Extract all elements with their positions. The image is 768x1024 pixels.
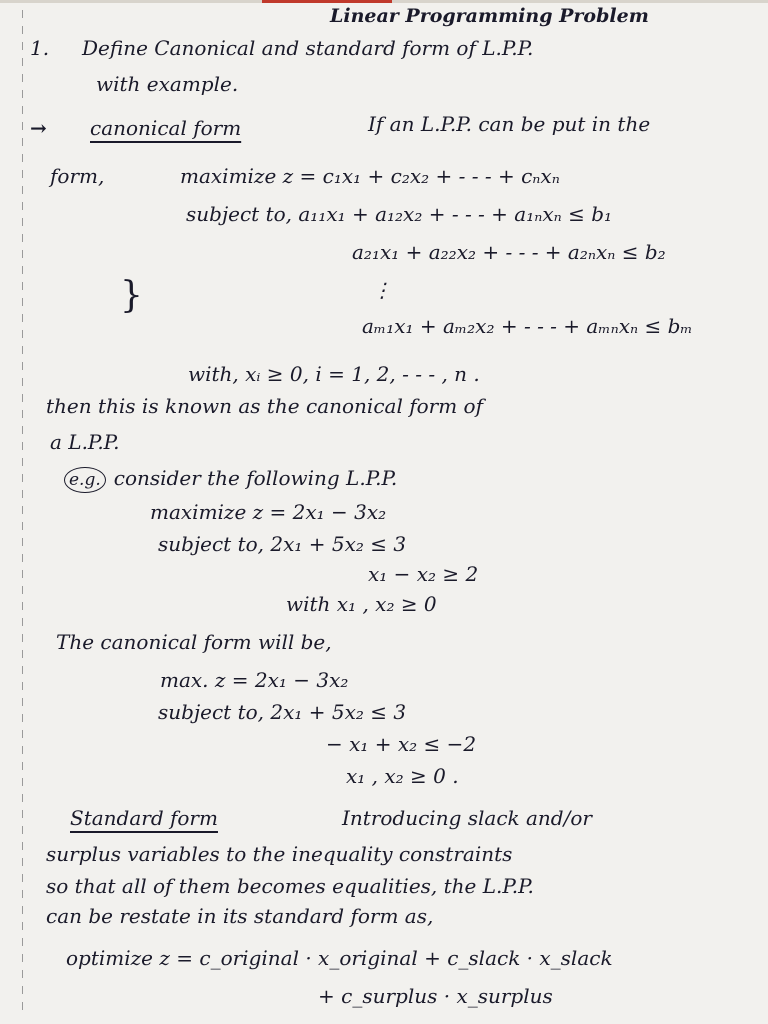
- canonical-example-nonneg: x₁ , x₂ ≥ 0 .: [346, 764, 459, 788]
- canonical-conclusion-2: a L.P.P.: [50, 430, 120, 454]
- canonical-constraint-m: aₘ₁x₁ + aₘ₂x₂ + - - - + aₘₙxₙ ≤ bₘ: [362, 314, 693, 338]
- question-line-1: Define Canonical and standard form of L.P.P.: [82, 36, 534, 60]
- standard-line-2: surplus variables to the inequality constraints: [46, 842, 513, 866]
- arrow-icon: →: [30, 116, 47, 140]
- canonical-example-constraint-1: subject to, 2x₁ + 5x₂ ≤ 3: [158, 700, 407, 724]
- canonical-intro: If an L.P.P. can be put in the: [368, 112, 651, 136]
- canonical-constraint-1: subject to, a₁₁x₁ + a₁₂x₂ + - - - + a₁ₙxₙ ≤ b₁: [186, 202, 613, 226]
- question-line-2: with example.: [96, 72, 239, 96]
- standard-line-3: so that all of them becomes equalities, the L.P.P.: [46, 874, 534, 898]
- question-number: 1.: [30, 36, 50, 60]
- canonical-conclusion-1: then this is known as the canonical form of: [46, 394, 483, 418]
- vertical-dots: ⋮: [372, 278, 392, 302]
- standard-heading: Standard form: [70, 806, 218, 830]
- example-intro: consider the following L.P.P.: [113, 466, 398, 490]
- page-title: Linear Programming Problem: [330, 5, 649, 27]
- canonical-nonneg: with, xᵢ ≥ 0, i = 1, 2, - - - , n .: [188, 362, 480, 386]
- canonical-form-label: form,: [50, 164, 105, 188]
- canonical-example-objective: max. z = 2x₁ − 3x₂: [160, 668, 349, 692]
- example-badge: e.g.: [64, 467, 106, 493]
- left-margin-rule: [22, 10, 23, 1010]
- canonical-constraint-2: a₂₁x₁ + a₂₂x₂ + - - - + a₂ₙxₙ ≤ b₂: [352, 240, 666, 264]
- example-objective: maximize z = 2x₁ − 3x₂: [150, 500, 387, 524]
- standard-formula-2: + c_surplus · x_surplus: [318, 984, 553, 1008]
- canonical-example-constraint-2: − x₁ + x₂ ≤ −2: [326, 732, 477, 756]
- standard-formula-1: optimize z = c_original · x_original + c_slack · x_slack: [66, 946, 613, 970]
- example-constraint-1: subject to, 2x₁ + 5x₂ ≤ 3: [158, 532, 407, 556]
- canonical-objective: maximize z = c₁x₁ + c₂x₂ + - - - + cₙxₙ: [180, 164, 560, 188]
- red-margin-mark: [262, 0, 392, 3]
- standard-line-4: can be restate in its standard form as,: [46, 904, 434, 928]
- brace-symbol: }: [120, 275, 143, 316]
- canonical-heading: canonical form: [90, 116, 242, 140]
- example-nonneg: with x₁ , x₂ ≥ 0: [286, 592, 437, 616]
- canonical-example-intro: The canonical form will be,: [56, 630, 332, 654]
- standard-line-1: Introducing slack and/or: [342, 806, 592, 830]
- example-constraint-2: x₁ − x₂ ≥ 2: [368, 562, 479, 586]
- example-line: [64, 466, 397, 493]
